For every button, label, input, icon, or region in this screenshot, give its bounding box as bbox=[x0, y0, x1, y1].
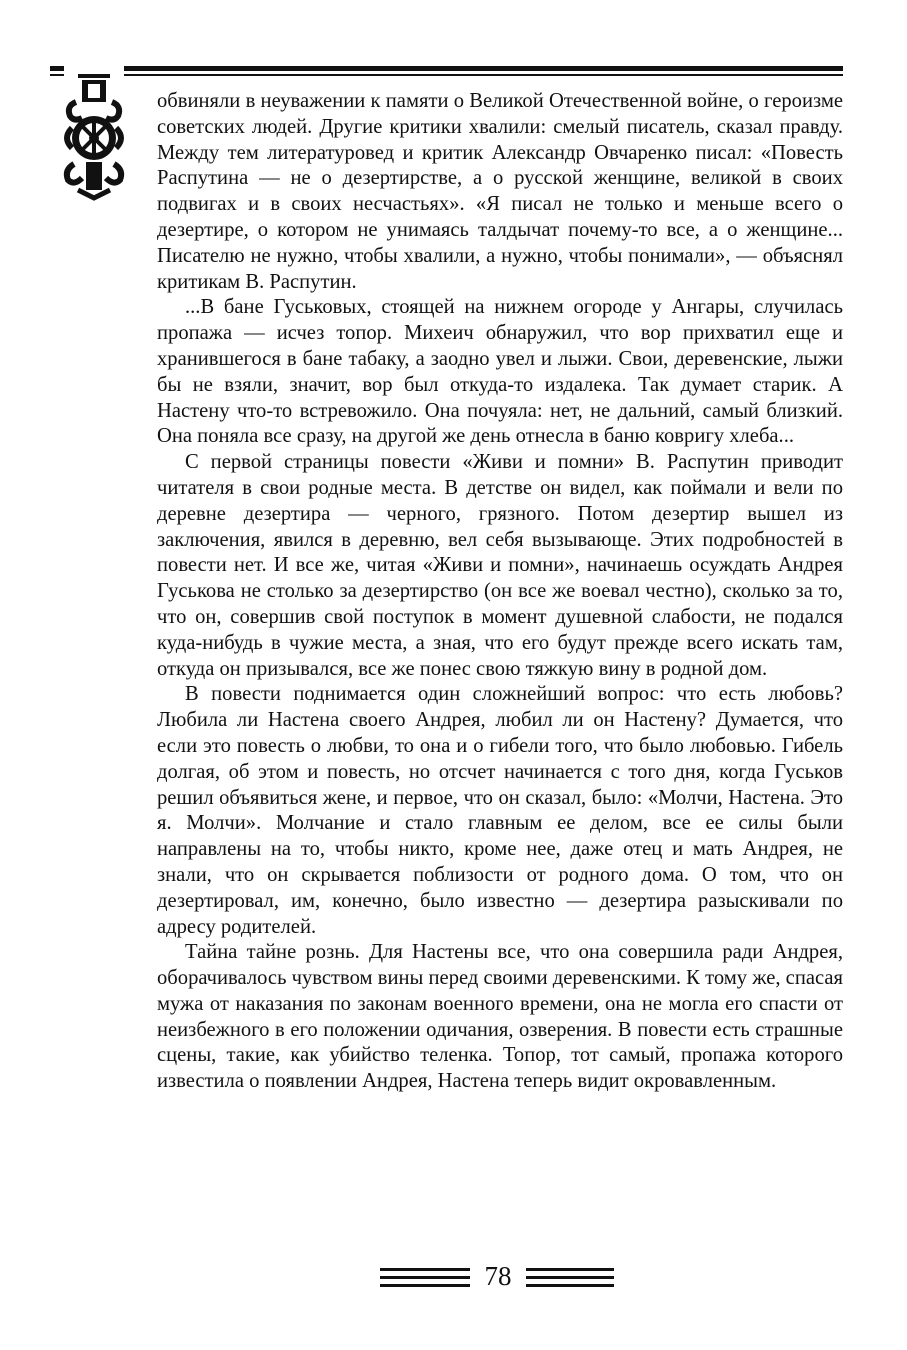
paragraph-2: ...В бане Гуськовых, стоящей на нижнем огороде у Ангары, случилась пропажа — исчез топор. Михеич обнаружил, что вор прихватил еще и хранившегося в бане табаку, а заодно увел и лыжи. Свои, деревенские, лыжи бы не взяли, значит, вор был откуда-то издалека. Так думает старик. А Настену что-то встревожило. Она почуяла: нет, не дальний, самый близкий. Она поняла все сразу, на другой же день отнесла в баню ковригу хлеба... bbox=[157, 296, 843, 448]
footer-rule-left-bottom bbox=[380, 1284, 470, 1287]
paragraph-4: В повести поднимается один сложнейший вопрос: что есть любовь? Любила ли Настена своего Андрея, любил ли он Настену? Думается, что если это повесть о любви, то она и о гибели того, что было любовью. Гибель долгая, об этом и повесть, но отсчет начинается с того дня, когда Гуськов решил объявиться жене, и первое, что он сказал, было: «Молчи, Настена. Это я. Молчи». Молчание и стало главным ее делом, все ее силы были направлены на то, чтобы никто, кроме нее, даже отец и мать Андрея, не знали, что он скрывается поблизости от родного дома. О том, что он дезертировал, им, конечно, было известно — дезертира разыскивали по адресу родителей. bbox=[157, 683, 843, 938]
header-rule-thin bbox=[50, 74, 843, 76]
footer-rule-left-top bbox=[380, 1268, 470, 1271]
page-footer bbox=[380, 1257, 615, 1297]
footer-rule-left-mid bbox=[380, 1276, 470, 1279]
paragraph-5: Тайна тайне рознь. Для Настены все, что она совершила ради Андрея, оборачивалось чувством вины перед своими деревенскими. К тому же, спасая мужа от наказания по законам военного времени, она не могла его спасти от неизбежного в его положении одичания, озверения. В повести есть страшные сцены, такие, как убийство теленка. Топор, тот самый, пропажа которого известила о появлении Андрея, Настена теперь видит окровавленным. bbox=[157, 941, 843, 1093]
body-text bbox=[157, 89, 843, 1095]
footer-rule-right-mid bbox=[526, 1276, 614, 1279]
footer-rule-right-top bbox=[526, 1268, 614, 1271]
page-number: 78 bbox=[484, 1261, 512, 1291]
paragraph-1: обвиняли в неуважении к памяти о Великой Отечественной войне, о героизме советских людей. Другие критики хвалили: смелый писатель, сказал правду. Между тем литературовед и критик Александр Овчаренко писал: «Повесть Распутина — не о дезертирстве, а о русской женщине, великой в своих подвигах и в своих несчастьях». «Я писал не только и меньше всего о дезертире, о котором не унимаясь талдычат почему-то все, а о женщине... Писателю не нужно, чтобы хвалили, а нужно, чтобы понимали», — объяснял критикам В. Распутин. bbox=[157, 90, 843, 293]
ornament-icon bbox=[60, 66, 128, 202]
paragraph-3: С первой страницы повести «Живи и помни» В. Распутин приводит читателя в свои родные места. В детстве он видел, как поймали и вели по деревне дезертира — черного, грязного. Потом дезертир вышел из заключения, явился в деревню, вел себя вызывающе. Этих подробностей в повести нет. И все же, читая «Живи и помни», начинаешь осуждать Андрея Гуськова не столько за дезертирство (он все же воевал честно), сколько за то, что он, совершив свой поступок в момент душевной слабости, не подался куда-нибудь в чужие места, а зная, что его будут прежде всего искать там, откуда он призывался, все же понес свою тяжкую вину в родной дом. bbox=[157, 451, 843, 680]
header-rule bbox=[50, 66, 843, 71]
footer-rule-right-bottom bbox=[526, 1284, 614, 1287]
